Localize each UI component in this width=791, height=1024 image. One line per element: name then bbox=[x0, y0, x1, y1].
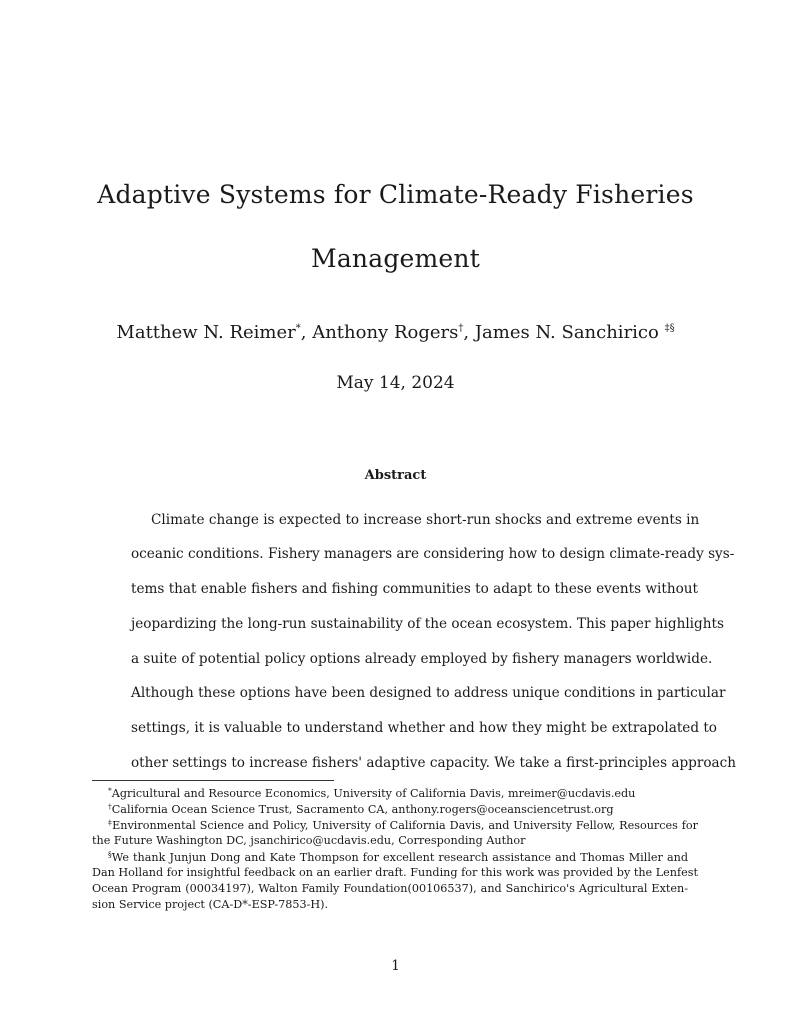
footnote-divider bbox=[92, 780, 334, 781]
footnote-4-line-1 bbox=[108, 851, 688, 863]
abstract-line: Although these options have been designed to address unique conditions in particular bbox=[131, 685, 726, 701]
author-list: Matthew N. Reimer*, Anthony Rogers†, James N. Sanchirico ‡§ bbox=[116, 322, 675, 343]
footnote-3-line-2: the Future Washington DC, jsanchirico@ucdavis.edu, Corresponding Author bbox=[92, 834, 526, 847]
footnote-mark: † bbox=[108, 802, 112, 811]
abstract-line: tems that enable fishers and fishing communities to adapt to these events without bbox=[131, 581, 698, 597]
footnote-mark: § bbox=[108, 850, 112, 859]
paper-title-line-1: Adaptive Systems for Climate-Ready Fisheries bbox=[97, 180, 694, 209]
footnote-2 bbox=[108, 803, 614, 815]
abstract-line: Climate change is expected to increase short-run shocks and extreme events in bbox=[151, 512, 700, 528]
abstract-heading: Abstract bbox=[364, 468, 427, 483]
footnote-4-line-3: Ocean Program (00034197), Walton Family Foundation(00106537), and Sanchirico's Agricultural Exten- bbox=[92, 882, 688, 895]
author-name: Anthony Rogers bbox=[312, 322, 459, 343]
publication-date: May 14, 2024 bbox=[336, 373, 455, 393]
footnote-3-line-1 bbox=[108, 819, 698, 831]
author-footnote-mark: † bbox=[458, 323, 464, 334]
author-footnote-mark: * bbox=[295, 323, 301, 334]
author-footnote-mark: ‡§ bbox=[664, 323, 675, 334]
footnote-text: Environmental Science and Policy, University of California Davis, and University Fellow, Resources for bbox=[112, 819, 699, 832]
abstract-line: oceanic conditions. Fishery managers are considering how to design climate-ready sys- bbox=[131, 546, 735, 562]
footnote-text: California Ocean Science Trust, Sacramento CA, anthony.rogers@oceansciencetrust.org bbox=[111, 803, 614, 816]
footnote-4-line-4: sion Service project (CA-D*-ESP-7853-H). bbox=[92, 898, 329, 911]
footnote-text: Agricultural and Resource Economics, University of California Davis, mreimer@ucdavis.edu bbox=[111, 787, 636, 800]
footnote-4-line-2: Dan Holland for insightful feedback on an earlier draft. Funding for this work was provided by the Lenfest bbox=[92, 866, 698, 879]
page-number: 1 bbox=[391, 958, 400, 974]
author-name: Matthew N. Reimer bbox=[116, 322, 296, 343]
footnote-1 bbox=[108, 787, 635, 799]
abstract-line: jeopardizing the long-run sustainability of the ocean ecosystem. This paper highlights bbox=[131, 616, 724, 632]
abstract-line: settings, it is valuable to understand whether and how they might be extrapolated to bbox=[131, 720, 717, 736]
paper-title-line-2: Management bbox=[311, 244, 480, 273]
footnote-mark: * bbox=[108, 786, 112, 795]
footnote-mark: ‡ bbox=[108, 818, 113, 827]
abstract-line: other settings to increase fishers' adaptive capacity. We take a first-principles approach bbox=[131, 755, 737, 771]
author-name: James N. Sanchirico bbox=[474, 322, 659, 343]
abstract-line: a suite of potential policy options already employed by fishery managers worldwide. bbox=[131, 651, 713, 667]
footnote-text: We thank Junjun Dong and Kate Thompson for excellent research assistance and Thomas Miller and bbox=[111, 851, 688, 864]
